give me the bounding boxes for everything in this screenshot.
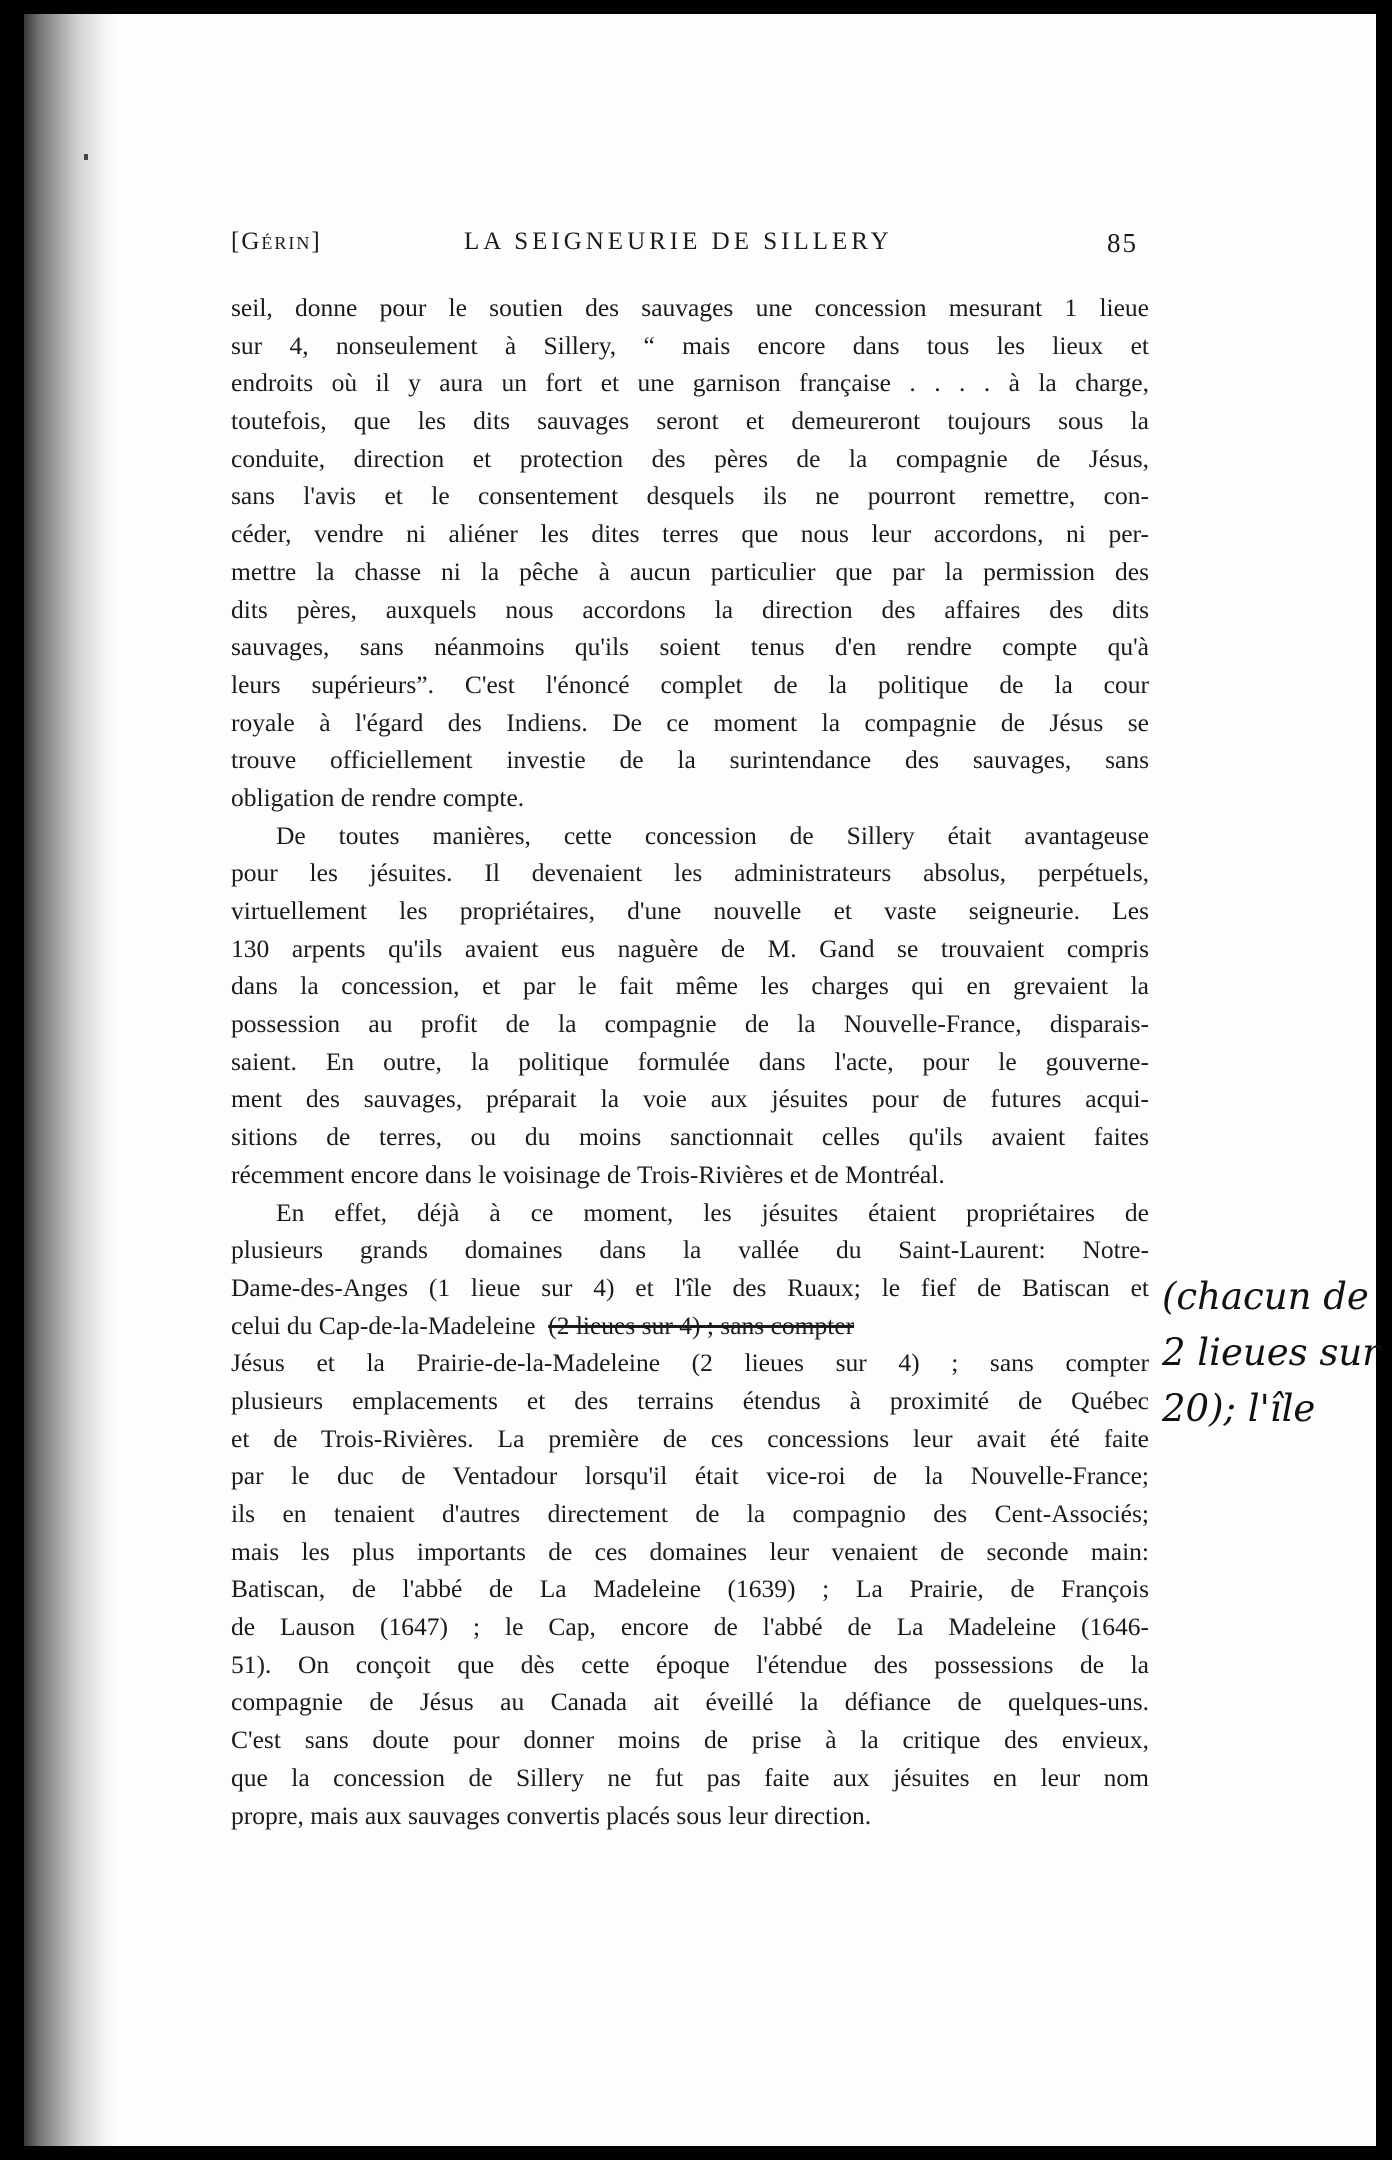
running-head: [24, 228, 1376, 264]
running-head-author: [Gérin]: [231, 228, 322, 255]
text-line: [231, 1759, 1149, 1797]
text-line-content: leurs supérieurs”. C'est l'énoncé complet de la politique de la cour: [231, 669, 1149, 699]
text-line: [231, 854, 1149, 892]
text-line-content: de Lauson (1647) ; le Cap, encore de l'abbé de La Madeleine (1646-: [231, 1612, 1149, 1642]
text-line: [231, 1533, 1149, 1571]
text-line-content: Dame-des-Anges (1 lieue sur 4) et l'île des Ruaux; le fief de Batiscan et: [231, 1272, 1149, 1302]
text-line-content: C'est sans doute pour donner moins de prise à la critique des envieux,: [231, 1725, 1149, 1755]
text-line: [231, 1344, 1149, 1382]
text-line-content: trouve officiellement investie de la surintendance des sauvages, sans: [231, 745, 1149, 775]
body-text: [231, 289, 1149, 1834]
text-line: [231, 704, 1149, 742]
gutter-mark: [84, 154, 88, 160]
text-line-content: dans la concession, et par le fait même les charges qui en grevaient la: [231, 971, 1149, 1001]
text-line: [231, 1646, 1149, 1684]
text-line-content: Batiscan, de l'abbé de La Madeleine (1639) ; La Prairie, de François: [231, 1574, 1149, 1604]
text-line-content: céder, vendre ni aliéner les dites terres que nous leur accordons, ni per-: [231, 519, 1149, 549]
text-line-content: pour les jésuites. Il devenaient les administrateurs absolus, perpétuels,: [231, 858, 1149, 888]
text-line-content: et de Trois-Rivières. La première de ces concessions leur avait été faite: [231, 1423, 1149, 1453]
text-line: [231, 289, 1149, 327]
text-line: [231, 440, 1149, 478]
struck-text: (2 lieues sur 4) ; sans compter: [548, 1310, 855, 1340]
text-line-content: plusieurs grands domaines dans la vallée du Saint-Laurent: Notre-: [231, 1235, 1149, 1265]
text-line-content: endroits où il y aura un fort et une garnison française . . . . à la charge,: [231, 368, 1149, 398]
text-line: [231, 779, 1149, 817]
text-line: [231, 967, 1149, 1005]
text-line: [231, 1080, 1149, 1118]
book-page: [24, 14, 1380, 2146]
text-line: [231, 1797, 1149, 1835]
text-line-content: conduite, direction et protection des pères de la compagnie de Jésus,: [231, 443, 1149, 473]
annotation-line-2: 2 lieues sur: [1162, 1331, 1380, 1374]
text-line: [231, 553, 1149, 591]
text-line: [231, 892, 1149, 930]
text-line: [231, 1118, 1149, 1156]
text-line: [231, 1570, 1149, 1608]
handwritten-annotation: [1162, 1269, 1380, 1437]
text-line-content: saient. En outre, la politique formulée dans l'acte, pour le gouverne-: [231, 1046, 1149, 1076]
text-line-content: ils en tenaient d'autres directement de la compagnio des Cent-Associés;: [231, 1499, 1149, 1528]
text-line: [231, 515, 1149, 553]
text-line-content: ment des sauvages, préparait la voie aux jésuites pour de futures acqui-: [231, 1084, 1149, 1114]
text-line-content: virtuellement les propriétaires, d'une nouvelle et vaste seigneurie. Les: [231, 896, 1149, 925]
text-line-content: propre, mais aux sauvages convertis placés sous leur direction.: [231, 1800, 872, 1830]
text-line-content: par le duc de Ventadour lorsqu'il était vice-roi de la Nouvelle-France;: [231, 1461, 1149, 1491]
text-line: [231, 930, 1149, 968]
running-head-title: LA SEIGNEURIE DE SILLERY: [464, 228, 893, 255]
text-line-content: sur 4, nonseulement à Sillery, “ mais encore dans tous les lieux et: [231, 330, 1149, 360]
text-line-content: toutefois, que les dits sauvages seront et demeureront toujours sous la: [231, 406, 1149, 436]
text-line-content: que la concession de Sillery ne fut pas faite aux jésuites en leur nom: [231, 1762, 1149, 1792]
text-line-content: sitions de terres, ou du moins sanctionnait celles qu'ils avaient faites: [231, 1122, 1149, 1152]
text-line: [231, 1005, 1149, 1043]
text-line: [231, 628, 1149, 666]
text-line: [231, 1683, 1149, 1721]
annotation-line-1: (chacun de: [1162, 1275, 1369, 1318]
text-line: [231, 1382, 1149, 1420]
text-line: [231, 1495, 1149, 1533]
text-line: [231, 1194, 1149, 1232]
text-line-content: dits pères, auxquels nous accordons la direction des affaires des dits: [231, 594, 1149, 624]
text-line: [231, 364, 1149, 402]
text-line: [231, 1156, 1149, 1194]
text-line-content: seil, donne pour le soutien des sauvages une concession mesurant 1 lieue: [231, 293, 1149, 322]
text-line: [231, 402, 1149, 440]
text-line: [231, 477, 1149, 515]
text-line: [231, 1721, 1149, 1759]
text-line: [231, 741, 1149, 779]
page-number: 85: [1107, 228, 1138, 258]
text-line-content: De toutes manières, cette concession de Sillery était avantageuse: [276, 820, 1149, 850]
gutter-shadow: [24, 14, 119, 2146]
annotation-line-3: 20); l'île: [1162, 1387, 1316, 1430]
text-line-content: 130 arpents qu'ils avaient eus naguère de M. Gand se trouvaient compris: [231, 933, 1149, 963]
text-line-content: mais les plus importants de ces domaines leur venaient de seconde main:: [231, 1536, 1149, 1566]
text-line: [231, 1420, 1149, 1458]
text-line: [231, 817, 1149, 855]
text-line-content: mettre la chasse ni la pêche à aucun particulier que par la permission des: [231, 556, 1149, 586]
text-line-content: En effet, déjà à ce moment, les jésuites étaient propriétaires de: [276, 1197, 1149, 1227]
text-line-content: sauvages, sans néanmoins qu'ils soient tenus d'en rendre compte qu'à: [231, 632, 1149, 662]
text-line-content: compagnie de Jésus au Canada ait éveillé la défiance de quelques-uns.: [231, 1687, 1149, 1717]
text-line-content: obligation de rendre compte.: [231, 782, 525, 812]
text-line: [231, 1307, 1149, 1345]
text-line: [231, 327, 1149, 365]
text-line: [231, 1608, 1149, 1646]
text-line-content: Jésus et la Prairie-de-la-Madeleine (2 lieues sur 4) ; sans compter: [231, 1348, 1149, 1378]
text-line: [231, 1269, 1149, 1307]
text-line-content: celui du Cap-de-la-Madeleine: [231, 1310, 536, 1340]
text-line: [231, 1231, 1149, 1269]
text-line-content: récemment encore dans le voisinage de Trois-Rivières et de Montréal.: [231, 1159, 945, 1189]
text-line-content: possession au profit de la compagnie de la Nouvelle-France, disparais-: [231, 1009, 1149, 1039]
text-line: [231, 1043, 1149, 1081]
text-line-content: 51). On conçoit que dès cette époque l'étendue des possessions de la: [231, 1649, 1149, 1679]
text-line-content: sans l'avis et le consentement desquels ils ne pourront remettre, con-: [231, 481, 1149, 511]
text-line-content: royale à l'égard des Indiens. De ce moment la compagnie de Jésus se: [231, 707, 1149, 737]
text-line-content: plusieurs emplacements et des terrains étendus à proximité de Québec: [231, 1385, 1149, 1415]
text-line: [231, 666, 1149, 704]
text-line: [231, 1457, 1149, 1495]
text-line: [231, 591, 1149, 629]
